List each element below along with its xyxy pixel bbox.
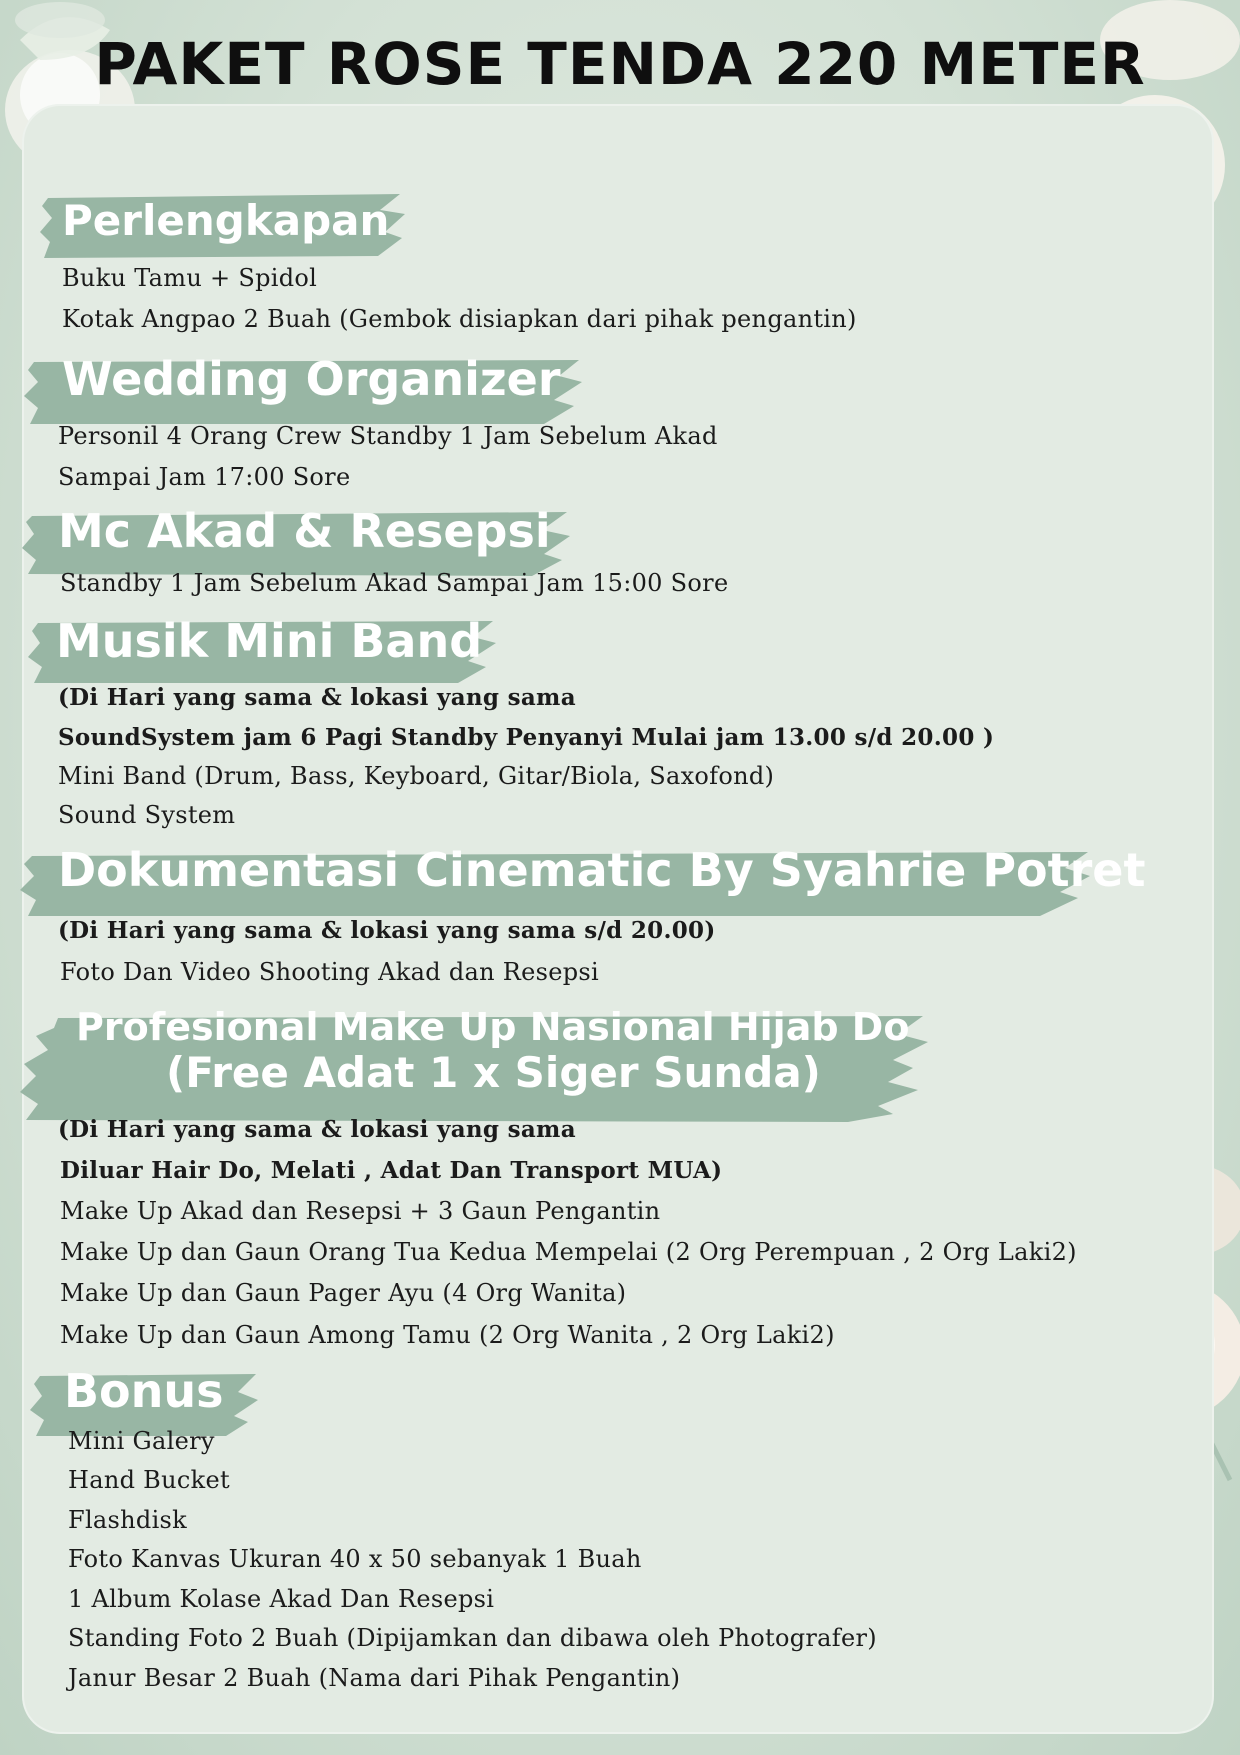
bonus-item-7: Janur Besar 2 Buah (Nama dari Pihak Pengantin) — [68, 1664, 681, 1692]
bonus-item-6: Standing Foto 2 Buah (Dipijamkan dan dibawa oleh Photografer) — [68, 1624, 877, 1652]
wedding-organizer-item-1: Personil 4 Orang Crew Standby 1 Jam Sebelum Akad — [58, 422, 718, 450]
heading-makeup-line-1: Profesional Make Up Nasional Hijab Do — [76, 1005, 910, 1049]
bonus-item-5: 1 Album Kolase Akad Dan Resepsi — [68, 1585, 495, 1613]
bonus-item-2: Hand Bucket — [68, 1466, 230, 1494]
heading-dokumentasi: Dokumentasi Cinematic By Syahrie Potret — [58, 843, 1146, 897]
heading-musik: Musik Mini Band — [56, 614, 483, 668]
page-title: PAKET ROSE TENDA 220 METER — [94, 30, 1146, 98]
bonus-item-3: Flashdisk — [68, 1506, 188, 1534]
makeup-item-4: Make Up dan Gaun Among Tamu (2 Org Wanita , 2 Org Laki2) — [60, 1321, 835, 1349]
dokumentasi-item-1: Foto Dan Video Shooting Akad dan Resepsi — [60, 958, 600, 986]
makeup-note-2: Diluar Hair Do, Melati , Adat Dan Transport MUA) — [60, 1157, 723, 1184]
musik-note-2: SoundSystem jam 6 Pagi Standby Penyanyi Mulai jam 13.00 s/d 20.00 ) — [58, 724, 995, 751]
heading-makeup-line-2: (Free Adat 1 x Siger Sunda) — [166, 1048, 821, 1097]
heading-mc: Mc Akad & Resepsi — [58, 504, 551, 558]
musik-item-2: Sound System — [58, 801, 236, 829]
makeup-item-3: Make Up dan Gaun Pager Ayu (4 Org Wanita) — [60, 1279, 627, 1307]
bonus-item-1: Mini Galery — [68, 1427, 215, 1455]
bonus-item-4: Foto Kanvas Ukuran 40 x 50 sebanyak 1 Buah — [68, 1545, 642, 1573]
perlengkapan-item-2: Kotak Angpao 2 Buah (Gembok disiapkan dari pihak pengantin) — [62, 305, 857, 333]
heading-perlengkapan: Perlengkapan — [62, 196, 390, 245]
makeup-item-1: Make Up Akad dan Resepsi + 3 Gaun Pengantin — [60, 1197, 661, 1225]
mc-item-1: Standby 1 Jam Sebelum Akad Sampai Jam 15:00 Sore — [60, 569, 729, 597]
makeup-item-2: Make Up dan Gaun Orang Tua Kedua Mempelai (2 Org Perempuan , 2 Org Laki2) — [60, 1238, 1077, 1266]
dokumentasi-note-1: (Di Hari yang sama & lokasi yang sama s/d 20.00) — [58, 917, 716, 944]
perlengkapan-item-1: Buku Tamu + Spidol — [62, 264, 318, 292]
makeup-note-1: (Di Hari yang sama & lokasi yang sama — [58, 1116, 576, 1143]
heading-bonus: Bonus — [64, 1364, 224, 1418]
musik-note-1: (Di Hari yang sama & lokasi yang sama — [58, 684, 576, 711]
heading-wedding-organizer: Wedding Organizer — [62, 352, 561, 406]
musik-item-1: Mini Band (Drum, Bass, Keyboard, Gitar/Biola, Saxofond) — [58, 762, 775, 790]
wedding-organizer-item-2: Sampai Jam 17:00 Sore — [58, 463, 351, 491]
